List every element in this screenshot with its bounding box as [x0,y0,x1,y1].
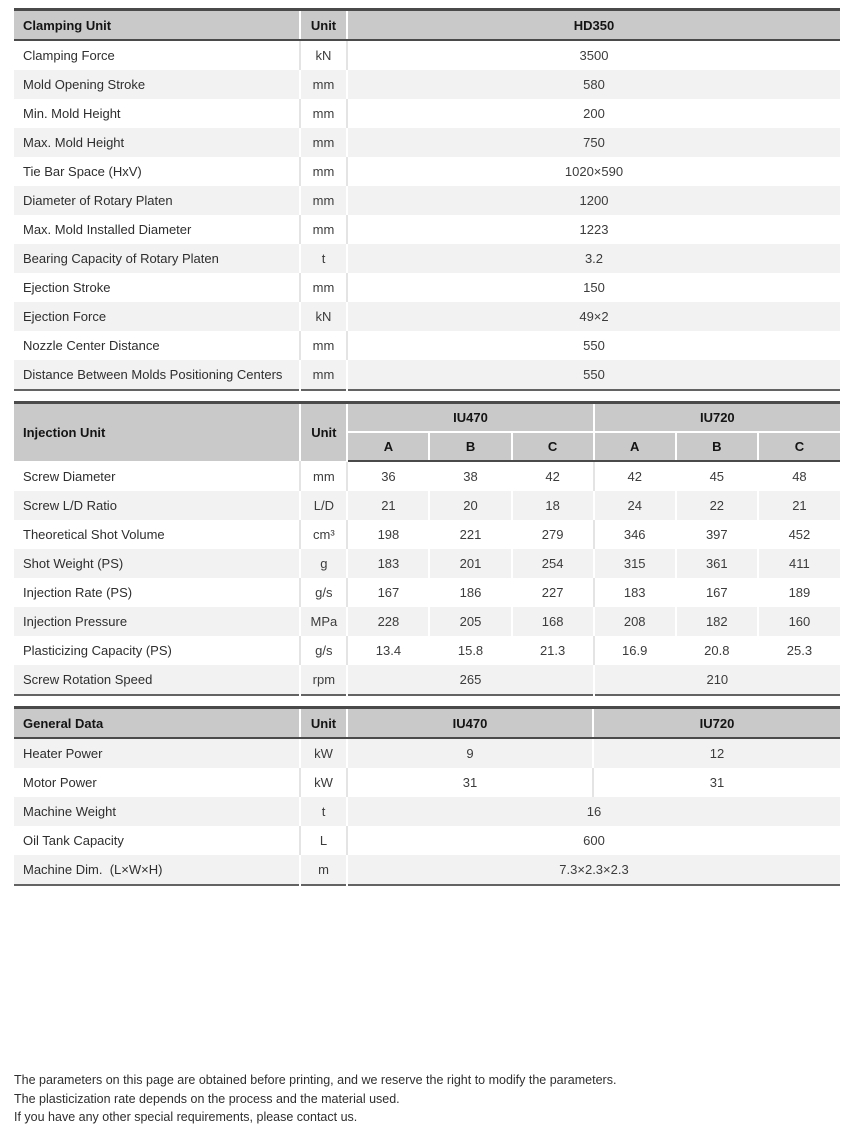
table-row [14,215,840,244]
row-label: Machine Dim. (L×W×H) [14,855,300,885]
row-value: 315 [594,549,676,578]
table-row [14,855,840,885]
row-label: Machine Weight [14,797,300,826]
row-unit: rpm [300,665,347,695]
row-unit: mm [300,99,347,128]
footer-note-line: If you have any other special requirements, please contact us. [14,1110,358,1125]
row-value-iu720: 210 [594,665,840,695]
row-unit: cm³ [300,520,347,549]
row-value: 9 [347,738,593,768]
subcol-header-c: C [758,432,840,461]
row-value: 20.8 [676,636,758,665]
row-unit: g/s [300,578,347,607]
row-value: 186 [429,578,511,607]
clamping-header-row [14,10,840,41]
row-unit: m [300,855,347,885]
table-row [14,40,840,70]
row-unit: mm [300,360,347,390]
group-header-iu470: IU470 [347,403,593,433]
row-value: 3500 [347,40,840,70]
row-value: 21 [758,491,840,520]
row-label: Shot Weight (PS) [14,549,300,578]
row-value: 150 [347,273,840,302]
table-row [14,273,840,302]
row-label: Injection Rate (PS) [14,578,300,607]
unit-column-header: Unit [300,708,347,739]
subcol-header-b: B [429,432,511,461]
row-unit: t [300,797,347,826]
subcol-header-c: C [512,432,594,461]
row-value: 21 [347,491,429,520]
row-value: 45 [676,461,758,491]
row-value: 36 [347,461,429,491]
row-label: Motor Power [14,768,300,797]
row-value-spanned: 16 [347,797,840,826]
table-row [14,244,840,273]
row-value: 31 [347,768,593,797]
row-unit: L [300,826,347,855]
row-value-spanned: 600 [347,826,840,855]
row-value: 42 [512,461,594,491]
row-value: 48 [758,461,840,491]
row-value: 25.3 [758,636,840,665]
row-label: Screw L/D Ratio [14,491,300,520]
row-value: 1223 [347,215,840,244]
table-row [14,578,840,607]
table-row [14,520,840,549]
injection-table-title: Injection Unit [14,403,300,462]
row-value: 49×2 [347,302,840,331]
row-value: 31 [593,768,840,797]
row-label: Diameter of Rotary Platen [14,186,300,215]
table-row [14,360,840,390]
row-label: Max. Mold Installed Diameter [14,215,300,244]
table-row [14,331,840,360]
row-unit: mm [300,273,347,302]
row-label: Injection Pressure [14,607,300,636]
row-value: 3.2 [347,244,840,273]
group-header-iu720: IU720 [594,403,840,433]
footer-note-line: The plasticization rate depends on the process and the material used. [14,1091,400,1106]
subcol-header-b: B [676,432,758,461]
row-unit: mm [300,461,347,491]
row-value: 18 [512,491,594,520]
row-value: 168 [512,607,594,636]
row-label: Ejection Stroke [14,273,300,302]
table-row [14,302,840,331]
model-column-header-hd350: HD350 [347,10,840,41]
row-value: 21.3 [512,636,594,665]
row-value-iu470: 265 [347,665,593,695]
footer-note-line: The parameters on this page are obtained before printing, and we reserve the right to modify the parameters. [14,1073,617,1087]
row-label: Min. Mold Height [14,99,300,128]
table-row [14,461,840,491]
row-value: 361 [676,549,758,578]
column-header-iu470: IU470 [347,708,593,739]
row-unit: kW [300,768,347,797]
row-label: Nozzle Center Distance [14,331,300,360]
row-unit: L/D [300,491,347,520]
table-row [14,186,840,215]
injection-header-row-groups [14,403,840,433]
table-row [14,768,840,797]
row-label: Heater Power [14,738,300,768]
row-value: 24 [594,491,676,520]
row-value: 167 [347,578,429,607]
row-label: Distance Between Molds Positioning Centers [14,360,300,390]
row-value: 227 [512,578,594,607]
row-value: 198 [347,520,429,549]
table-row [14,797,840,826]
unit-column-header: Unit [300,403,347,462]
row-label: Bearing Capacity of Rotary Platen [14,244,300,273]
general-table-title: General Data [14,708,300,739]
table-row [14,607,840,636]
row-value: 221 [429,520,511,549]
column-header-iu720: IU720 [593,708,840,739]
table-row [14,826,840,855]
row-label: Ejection Force [14,302,300,331]
row-label: Screw Rotation Speed [14,665,300,695]
table-row [14,636,840,665]
row-unit: kW [300,738,347,768]
row-value: 346 [594,520,676,549]
row-value: 38 [429,461,511,491]
row-value: 452 [758,520,840,549]
table-row [14,99,840,128]
table-row [14,70,840,99]
row-label: Theoretical Shot Volume [14,520,300,549]
row-unit: mm [300,215,347,244]
unit-column-header: Unit [300,10,347,41]
row-value: 228 [347,607,429,636]
row-label: Clamping Force [14,40,300,70]
row-value: 189 [758,578,840,607]
row-value: 1200 [347,186,840,215]
row-value: 160 [758,607,840,636]
row-value: 13.4 [347,636,429,665]
row-unit: MPa [300,607,347,636]
row-value: 183 [594,578,676,607]
row-unit: t [300,244,347,273]
row-value: 550 [347,360,840,390]
table-row [14,128,840,157]
row-value: 182 [676,607,758,636]
subcol-header-a: A [594,432,676,461]
row-value: 279 [512,520,594,549]
row-unit: kN [300,40,347,70]
table-row [14,157,840,186]
row-label: Max. Mold Height [14,128,300,157]
row-unit: mm [300,186,347,215]
general-data-table [14,706,840,886]
row-value: 42 [594,461,676,491]
row-value: 208 [594,607,676,636]
row-value: 22 [676,491,758,520]
row-value: 254 [512,549,594,578]
clamping-table-title: Clamping Unit [14,10,300,41]
row-unit: mm [300,331,347,360]
row-unit: mm [300,128,347,157]
row-value: 397 [676,520,758,549]
row-value: 167 [676,578,758,607]
row-value: 16.9 [594,636,676,665]
row-value: 183 [347,549,429,578]
row-unit: g/s [300,636,347,665]
row-unit: mm [300,157,347,186]
injection-unit-table [14,401,840,696]
row-value: 550 [347,331,840,360]
clamping-unit-table [14,8,840,391]
row-value: 15.8 [429,636,511,665]
row-value: 201 [429,549,511,578]
row-label: Oil Tank Capacity [14,826,300,855]
row-value-spanned: 7.3×2.3×2.3 [347,855,840,885]
row-value: 580 [347,70,840,99]
table-row [14,665,840,695]
row-label: Tie Bar Space (HxV) [14,157,300,186]
row-value: 200 [347,99,840,128]
row-value: 12 [593,738,840,768]
general-header-row [14,708,840,739]
footer-notes [14,1071,840,1127]
subcol-header-a: A [347,432,429,461]
row-unit: kN [300,302,347,331]
row-label: Plasticizing Capacity (PS) [14,636,300,665]
row-value: 20 [429,491,511,520]
row-label: Mold Opening Stroke [14,70,300,99]
row-unit: g [300,549,347,578]
row-value: 750 [347,128,840,157]
table-row [14,738,840,768]
row-value: 411 [758,549,840,578]
row-label: Screw Diameter [14,461,300,491]
row-unit: mm [300,70,347,99]
row-value: 205 [429,607,511,636]
row-value: 1020×590 [347,157,840,186]
table-row [14,491,840,520]
table-row [14,549,840,578]
